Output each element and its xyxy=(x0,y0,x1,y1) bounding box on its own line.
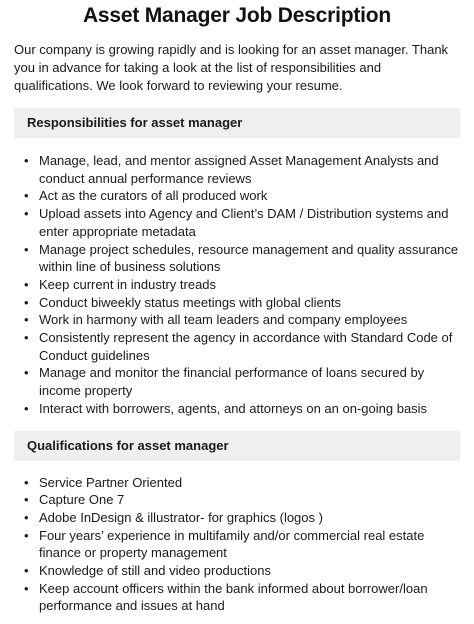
bullet-icon: • xyxy=(24,241,29,257)
list-item-text: Manage, lead, and mentor assigned Asset Management Analysts and conduct annual performance reviews xyxy=(39,153,439,186)
page-title: Asset Manager Job Description xyxy=(82,4,392,27)
intro-paragraph: Our company is growing rapidly and is looking for an asset manager. Thank you in advance for taking a look at the list of responsibilities and qualifications. We look forward to reviewing your resume. xyxy=(14,42,449,93)
bullet-icon: • xyxy=(24,509,29,525)
list-item-text: Service Partner Oriented xyxy=(39,474,183,490)
qualifications-list xyxy=(14,461,460,616)
list-item xyxy=(14,364,460,399)
list-item-text: Four years’ experience in multifamily and/or commercial real estate finance or property management xyxy=(39,527,425,561)
bullet-icon: • xyxy=(24,206,29,222)
qualifications-heading: Qualifications for asset manager xyxy=(14,431,460,461)
list-item-text: Adobe InDesign & illustrator- for graphics (logos ) xyxy=(39,509,323,525)
list-item-text: Upload assets into Agency and Client’s DAM / Distribution systems and enter appropriate metadata xyxy=(39,206,449,239)
list-item xyxy=(14,329,460,364)
bullet-icon: • xyxy=(24,365,29,381)
bullet-icon: • xyxy=(24,492,29,508)
bullet-icon: • xyxy=(24,312,29,328)
list-item-text: Manage and monitor the financial performance of loans secured by income property xyxy=(39,365,425,399)
list-item xyxy=(14,294,460,312)
list-item-text: Work in harmony with all team leaders and company employees xyxy=(39,312,408,328)
list-item-text: Interact with borrowers, agents, and attorneys on an on-going basis xyxy=(39,400,428,416)
list-item xyxy=(14,580,460,615)
list-item-text: Keep account officers within the bank informed about borrower/loan performance and issues at hand xyxy=(39,580,428,614)
responsibilities-heading: Responsibilities for asset manager xyxy=(14,108,460,138)
list-item xyxy=(14,491,460,509)
list-item xyxy=(14,152,460,187)
list-item xyxy=(14,400,460,418)
bullet-icon: • xyxy=(24,563,29,579)
bullet-icon: • xyxy=(24,580,29,596)
list-item xyxy=(14,311,460,329)
list-item xyxy=(14,187,460,205)
bullet-icon: • xyxy=(24,330,29,346)
list-item-text: Keep current in industry treads xyxy=(39,276,217,292)
list-item-text: Capture One 7 xyxy=(39,492,125,508)
list-item xyxy=(14,276,460,294)
list-item xyxy=(14,205,460,240)
bullet-icon: • xyxy=(24,294,29,310)
list-item xyxy=(14,474,460,492)
bullet-icon: • xyxy=(24,153,29,168)
bullet-icon: • xyxy=(24,527,29,543)
list-item-text: Knowledge of still and video productions xyxy=(39,563,271,579)
bullet-icon: • xyxy=(24,400,29,416)
list-item-text: Consistently represent the agency in accordance with Standard Code of Conduct guidelines xyxy=(39,330,453,363)
list-item xyxy=(14,562,460,580)
list-item-text: Act as the curators of all produced work xyxy=(39,188,268,204)
bullet-icon: • xyxy=(24,276,29,292)
bullet-icon: • xyxy=(24,188,29,204)
bullet-icon: • xyxy=(24,474,29,490)
list-item xyxy=(14,527,460,562)
list-item-text: Manage project schedules, resource management and quality assurance within line of business solutions xyxy=(39,241,459,275)
list-item xyxy=(14,241,460,276)
list-item xyxy=(14,509,460,527)
responsibilities-list xyxy=(14,138,460,418)
list-item-text: Conduct biweekly status meetings with global clients xyxy=(39,294,342,310)
